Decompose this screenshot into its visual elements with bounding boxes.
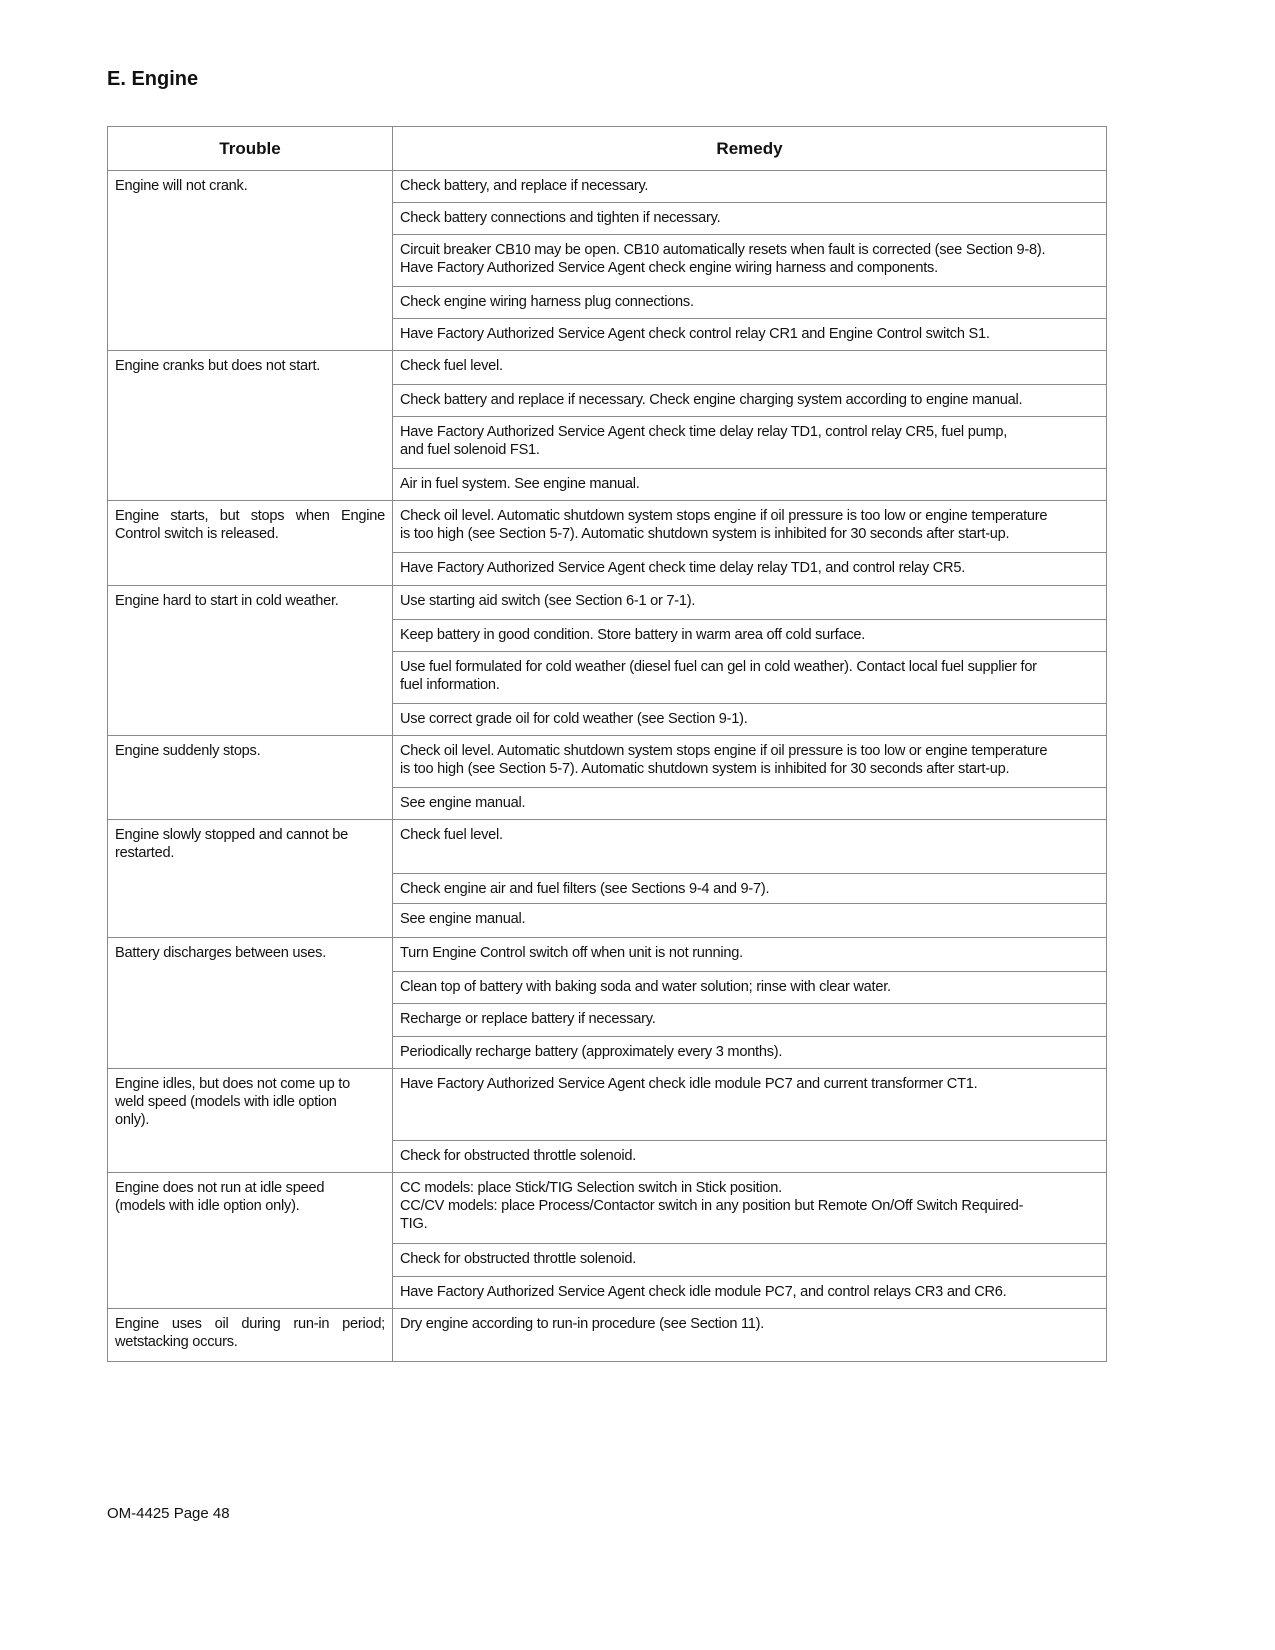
remedy-cell: Have Factory Authorized Service Agent check time delay relay TD1, and control relay CR5.	[393, 553, 1107, 586]
remedy-cell: Check fuel level.	[393, 351, 1107, 385]
remedy-cell: Have Factory Authorized Service Agent check control relay CR1 and Engine Control switch S1.	[393, 319, 1107, 351]
remedy-cell: Air in fuel system. See engine manual.	[393, 469, 1107, 501]
remedy-cell: Check battery connections and tighten if necessary.	[393, 203, 1107, 235]
table-row	[108, 736, 1107, 788]
header-trouble: Trouble	[108, 127, 393, 171]
remedy-cell: Use starting aid switch (see Section 6-1 or 7-1).	[393, 586, 1107, 620]
trouble-cell: Battery discharges between uses.	[108, 938, 393, 1069]
remedy-cell: Check engine air and fuel filters (see Sections 9-4 and 9-7).	[393, 874, 1107, 904]
table-header-row	[108, 127, 1107, 171]
page-footer: OM-4425 Page 48	[107, 1505, 230, 1522]
remedy-cell: Periodically recharge battery (approximately every 3 months).	[393, 1037, 1107, 1069]
remedy-cell: Check fuel level.	[393, 820, 1107, 874]
remedy-cell: Use correct grade oil for cold weather (see Section 9-1).	[393, 704, 1107, 736]
remedy-cell: Check battery and replace if necessary. Check engine charging system according to engine manual.	[393, 385, 1107, 417]
remedy-cell: Recharge or replace battery if necessary.	[393, 1004, 1107, 1037]
remedy-cell: Clean top of battery with baking soda and water solution; rinse with clear water.	[393, 972, 1107, 1004]
remedy-cell: Have Factory Authorized Service Agent check idle module PC7, and control relays CR3 and CR6.	[393, 1277, 1107, 1309]
table-row	[108, 820, 1107, 874]
table-row	[108, 171, 1107, 203]
remedy-cell: Have Factory Authorized Service Agent check idle module PC7 and current transformer CT1.	[393, 1069, 1107, 1141]
remedy-cell: Check oil level. Automatic shutdown system stops engine if oil pressure is too low or engine temperature is too high (see Section 5-7). Automatic shutdown system is inhibited for 30 seconds after start-up.	[393, 736, 1107, 788]
table-row	[108, 1173, 1107, 1244]
remedy-cell: Use fuel formulated for cold weather (diesel fuel can gel in cold weather). Contact local fuel supplier for fuel information.	[393, 652, 1107, 704]
remedy-cell: Circuit breaker CB10 may be open. CB10 automatically resets when fault is corrected (see Section 9-8). Have Factory Authorized Service Agent check engine wiring harness and components.	[393, 235, 1107, 287]
trouble-cell: Engine idles, but does not come up to weld speed (models with idle option only).	[108, 1069, 393, 1173]
remedy-cell: See engine manual.	[393, 904, 1107, 938]
trouble-cell: Engine starts, but stops when Engine Control switch is released.	[108, 501, 393, 586]
table-row	[108, 938, 1107, 972]
section-title: E. Engine	[107, 68, 199, 90]
trouble-cell: Engine will not crank.	[108, 171, 393, 351]
remedy-cell: Check engine wiring harness plug connections.	[393, 287, 1107, 319]
remedy-cell: Dry engine according to run-in procedure (see Section 11).	[393, 1309, 1107, 1362]
header-remedy: Remedy	[393, 127, 1107, 171]
trouble-cell: Engine does not run at idle speed (models with idle option only).	[108, 1173, 393, 1309]
remedy-cell: Have Factory Authorized Service Agent check time delay relay TD1, control relay CR5, fuel pump, and fuel solenoid FS1.	[393, 417, 1107, 469]
troubleshooting-table	[107, 126, 1107, 1362]
table-row	[108, 1069, 1107, 1141]
table-row	[108, 351, 1107, 385]
remedy-cell: Turn Engine Control switch off when unit is not running.	[393, 938, 1107, 972]
trouble-cell: Engine slowly stopped and cannot be restarted.	[108, 820, 393, 938]
table-row	[108, 586, 1107, 620]
remedy-cell: Keep battery in good condition. Store battery in warm area off cold surface.	[393, 620, 1107, 652]
remedy-cell: CC models: place Stick/TIG Selection switch in Stick position. CC/CV models: place Process/Contactor switch in any position but Remote On/Off Switch Required- TIG.	[393, 1173, 1107, 1244]
trouble-cell: Engine suddenly stops.	[108, 736, 393, 820]
remedy-cell: Check battery, and replace if necessary.	[393, 171, 1107, 203]
table-row	[108, 501, 1107, 553]
remedy-cell: Check for obstructed throttle solenoid.	[393, 1244, 1107, 1277]
table-row	[108, 1309, 1107, 1362]
remedy-cell: See engine manual.	[393, 788, 1107, 820]
remedy-cell: Check for obstructed throttle solenoid.	[393, 1141, 1107, 1173]
trouble-cell: Engine uses oil during run-in period; wetstacking occurs.	[108, 1309, 393, 1362]
trouble-cell: Engine cranks but does not start.	[108, 351, 393, 501]
trouble-cell: Engine hard to start in cold weather.	[108, 586, 393, 736]
remedy-cell: Check oil level. Automatic shutdown system stops engine if oil pressure is too low or engine temperature is too high (see Section 5-7). Automatic shutdown system is inhibited for 30 seconds after start-up.	[393, 501, 1107, 553]
